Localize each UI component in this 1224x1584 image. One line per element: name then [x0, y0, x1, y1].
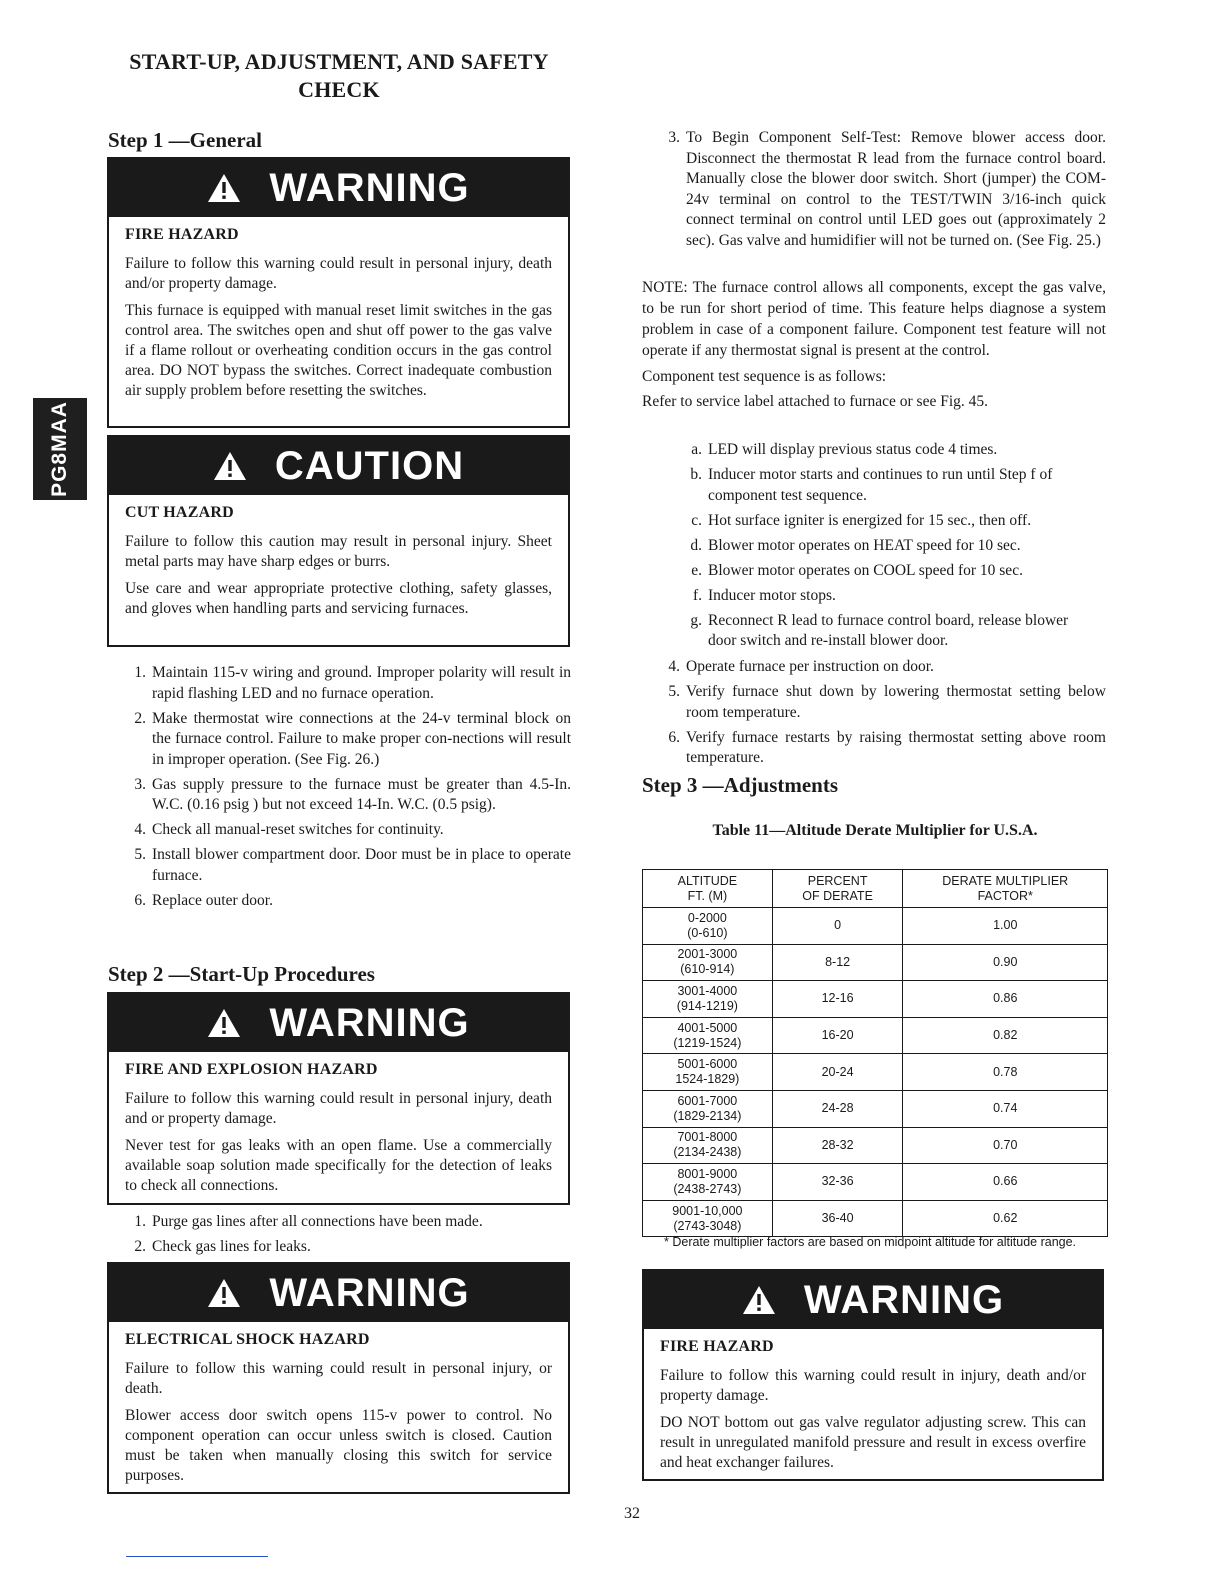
table-footnote: * Derate multiplier factors are based on midpoint altitude for altitude range. — [664, 1235, 1077, 1249]
warning-banner-label: WARNING — [269, 1001, 470, 1045]
hazard-text: Failure to follow this caution may result in personal injury. Sheet metal parts may have sharp edges or burrs. — [125, 533, 552, 570]
hazard-text: This furnace is equipped with manual reset limit switches in the gas control area. The switches open and shut off power to the gas valve if a flame rollout or overheating condition occurs in the gas control area. DO NOT bypass the switches. Correct inadequate combustion air supply problem before resetting the switches. — [125, 302, 552, 399]
list-item: 3. To Begin Component Self-Test: Remove blower access door. Disconnect the thermostat R lead from the furnace control board. Manually close the blower door switch. Short (jumper) the COM-24v terminal on control to the TEST/TWIN 3/16-inch quick connect terminal on control until LED goes out (approximately 2 sec). Gas valve and humidifier will not be turned on. (See Fig. 25.) — [668, 129, 1106, 249]
table-row: 7001-8000 (2134-2438) 28-32 0.70 — [643, 1127, 1108, 1164]
column-header-percent: PERCENT OF DERATE — [772, 870, 903, 908]
refer-text: Refer to service label attached to furnace or see Fig. 45. — [642, 393, 989, 410]
step2-list-final — [664, 657, 1106, 773]
note-label: NOTE: — [642, 279, 688, 296]
hazard-text: Never test for gas leaks with an open flame. Use a commercially available soap solution made specifically for the detection of leaks to check all connections. — [125, 1137, 552, 1194]
page-title-line2: CHECK — [298, 77, 380, 102]
list-item: a. LED will display previous status code 4 times. — [691, 441, 998, 458]
list-item: g. Reconnect R lead to furnace control board, release blower door switch and re-install blower door. — [690, 611, 1069, 649]
component-test-list — [686, 440, 1092, 656]
column-header-altitude: ALTITUDE FT. (M) — [643, 870, 773, 908]
note-paragraph — [642, 277, 1106, 361]
hazard-text: Failure to follow this warning could result in personal injury, death and or property damage. — [125, 1090, 552, 1127]
hazard-text: Blower access door switch opens 115-v power to control. No component operation can occur unless switch is closed. Caution must be taken when manually closing this switch for service purposes. — [125, 1407, 552, 1484]
table-row: 3001-4000 (914-1219) 12-16 0.86 — [643, 981, 1108, 1018]
sequence-intro: Component test sequence is as follows: — [642, 368, 887, 385]
step2-list — [130, 1212, 571, 1262]
list-item: 4. Check all manual-reset switches for continuity. — [134, 821, 444, 838]
list-item: 1. Maintain 115-v wiring and ground. Improper polarity will result in rapid flashing LED and no furnace operation. — [134, 664, 571, 702]
page-number: 32 — [624, 1505, 640, 1522]
note-block — [642, 277, 1106, 412]
step3-warning-box — [642, 1269, 1104, 1481]
step3-heading: Step 3 —Adjustments — [642, 773, 839, 797]
table-row: 5001-6000 1524-1829) 20-24 0.78 — [643, 1054, 1108, 1091]
list-item: 1. Purge gas lines after all connections have been made. — [134, 1213, 483, 1230]
note-text: The furnace control allows all components, except the gas valve, to be run for short period of time. This feature helps diagnose a system problem in case of a component failure. Component test feature will not operate if any thermostat signal is present at the control. — [642, 279, 1106, 359]
table-row: 0-2000 (0-610) 0 1.00 — [643, 908, 1108, 945]
hazard-text: Failure to follow this warning could result in personal injury, death and/or property damage. — [125, 255, 552, 292]
list-item: c. Hot surface igniter is energized for 15 sec., then off. — [691, 511, 1032, 529]
warning-banner — [644, 1271, 1102, 1329]
column-header-factor: DERATE MULTIPLIER FACTOR* — [903, 870, 1108, 908]
table-row: 8001-9000 (2438-2743) 32-36 0.66 — [643, 1164, 1108, 1201]
bottom-rule — [126, 1556, 268, 1557]
caution-banner-label: CAUTION — [274, 444, 465, 488]
list-item: f. Inducer motor stops. — [692, 586, 836, 604]
warning-triangle-icon — [742, 1285, 776, 1315]
list-item: 2. Make thermostat wire connections at the 24-v terminal block on the furnace control. Failure to make proper con-nections will result in improper operation. (See Fig. 26.) — [134, 709, 571, 768]
side-tab — [33, 398, 87, 500]
caution-banner — [109, 437, 568, 495]
warning-triangle-icon — [213, 451, 247, 481]
warning-triangle-icon — [207, 1278, 241, 1308]
list-item: b. Inducer motor starts and continues to run until Step f of component test sequence. — [690, 466, 1053, 504]
warning-banner-label: WARNING — [269, 166, 470, 210]
table-header-row — [643, 870, 1108, 908]
table-row: 9001-10,000 (2743-3048) 36-40 0.62 — [643, 1200, 1108, 1237]
page-title — [108, 48, 570, 104]
list-item: 6. Verify furnace restarts by raising thermostat setting above room temperature. — [668, 728, 1106, 766]
hazard-text: Use care and wear appropriate protective clothing, safety glasses, and gloves when handling parts and servicing furnaces. — [125, 580, 552, 617]
step1-heading: Step 1 —General — [108, 128, 262, 152]
warning-banner-label: WARNING — [803, 1278, 1005, 1322]
page-title-line1: START-UP, ADJUSTMENT, AND SAFETY — [129, 49, 549, 74]
step1-warning-box — [107, 157, 570, 428]
step1-list — [130, 663, 571, 916]
altitude-derate-table — [642, 869, 1108, 1237]
step2-heading: Step 2 —Start-Up Procedures — [108, 962, 375, 986]
hazard-title: CUT HAZARD — [125, 504, 234, 521]
hazard-title: FIRE AND EXPLOSION HAZARD — [125, 1061, 378, 1078]
table-row: 2001-3000 (610-914) 8-12 0.90 — [643, 944, 1108, 981]
list-item: 5. Install blower compartment door. Door must be in place to operate furnace. — [134, 846, 571, 884]
list-item: 6. Replace outer door. — [134, 891, 273, 909]
hazard-title: ELECTRICAL SHOCK HAZARD — [125, 1331, 370, 1348]
step2-list-continued — [664, 128, 1106, 256]
hazard-text: Failure to follow this warning could result in personal injury, or death. — [125, 1360, 552, 1397]
side-tab-label: PG8MAA — [48, 401, 72, 497]
hazard-text: Failure to follow this warning could result in injury, death and/or property damage. — [660, 1367, 1086, 1404]
step2-electrical-warning-box — [107, 1262, 570, 1494]
table-row: 6001-7000 (1829-2134) 24-28 0.74 — [643, 1090, 1108, 1127]
table-row: 4001-5000 (1219-1524) 16-20 0.82 — [643, 1017, 1108, 1054]
warning-banner — [109, 994, 568, 1052]
step1-caution-box — [107, 435, 570, 647]
warning-banner — [109, 159, 568, 217]
list-item: 4. Operate furnace per instruction on door. — [668, 658, 934, 675]
warning-triangle-icon — [207, 1008, 241, 1038]
table-caption: Table 11—Altitude Derate Multiplier for U.S.A. — [712, 822, 1038, 839]
list-item: d. Blower motor operates on HEAT speed for 10 sec. — [690, 536, 1021, 554]
list-item: 5. Verify furnace shut down by lowering thermostat setting below room temperature. — [668, 683, 1106, 721]
list-item: 3. Gas supply pressure to the furnace must be greater than 4.5-In. W.C. (0.16 psig ) but not exceed 14-In. W.C. (0.5 psig). — [134, 775, 571, 813]
list-item: 2. Check gas lines for leaks. — [134, 1238, 311, 1255]
hazard-text: DO NOT bottom out gas valve regulator adjusting screw. This can result in unregulated manifold pressure and result in excess overfire and heat exchanger failures. — [660, 1414, 1086, 1471]
list-item: e. Blower motor operates on COOL speed for 10 sec. — [691, 561, 1023, 579]
warning-banner-label: WARNING — [269, 1271, 470, 1315]
warning-banner — [109, 1264, 568, 1322]
hazard-title: FIRE HAZARD — [125, 226, 239, 243]
warning-triangle-icon — [207, 173, 241, 203]
hazard-title: FIRE HAZARD — [660, 1338, 774, 1355]
step2-warning-box — [107, 992, 570, 1205]
